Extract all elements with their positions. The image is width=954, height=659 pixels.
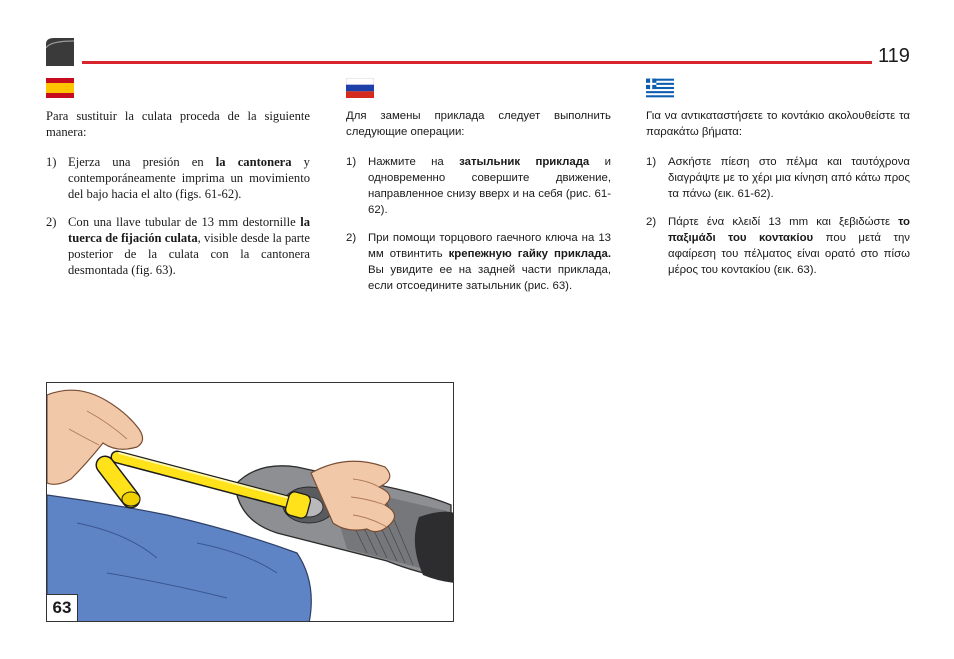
- section-corner-icon: [46, 38, 74, 66]
- greece-flag-icon: [646, 78, 674, 98]
- russian-column: [346, 78, 611, 306]
- greek-step-1: 1) Ασκήστε πίεση στο πέλμα και ταυτόχρονα διαγράψτε με το χέρι μια κίνηση από κάτω προς τα πάνω (εικ. 61-62).: [646, 156, 910, 200]
- page-number: 119: [878, 45, 910, 67]
- russia-flag-icon: [346, 78, 374, 98]
- greek-column: [646, 78, 910, 290]
- russian-step-2: 2) При помощи торцового гаечного ключа на 13 мм отвинтить крепежную гайку приклада. Вы увидите ее на задней части приклада, если отсоедините затыльник (рис. 63).: [346, 232, 611, 292]
- spain-flag-icon: [46, 78, 74, 98]
- spanish-step-2: 2) Con una llave tubular de 13 mm destornille la tuerca de fijación culata, visible desde la parte posterior de la culata con la cantonera desmontada (fig. 63).: [46, 215, 310, 277]
- russian-intro: Для замены приклада следует выполнить следующие операции:: [346, 110, 611, 138]
- spanish-column: [46, 78, 310, 290]
- russian-step-1: 1) Нажмите на затыльник приклада и одновременно совершите движение, направленное снизу вверх и на себя (рис. 61-62).: [346, 156, 611, 216]
- spanish-intro: Para sustituir la culata proceda de la siguiente manera:: [46, 109, 310, 139]
- greek-step-2: 2) Πάρτε ένα κλειδί 13 mm και ξεβιδώστε το παξιμάδι του κοντακίου που μετά την αφαίρεση του πέλματος είναι ορατό στο πίσω μέρος του κοντακίου (εικ. 63).: [646, 216, 910, 276]
- figure-63: [46, 382, 454, 622]
- spanish-step-1: 1) Ejerza una presión en la cantonera y contemporáneamente imprima un movimiento del bajo hacia el alto (figs. 61-62).: [46, 155, 310, 201]
- header-rule: [82, 61, 872, 64]
- stock-nut-removal-illustration: [47, 383, 454, 622]
- greek-intro: Για να αντικαταστήσετε το κοντάκιο ακολουθείστε τα παρακάτω βήματα:: [646, 110, 910, 138]
- figure-number: 63: [47, 594, 78, 621]
